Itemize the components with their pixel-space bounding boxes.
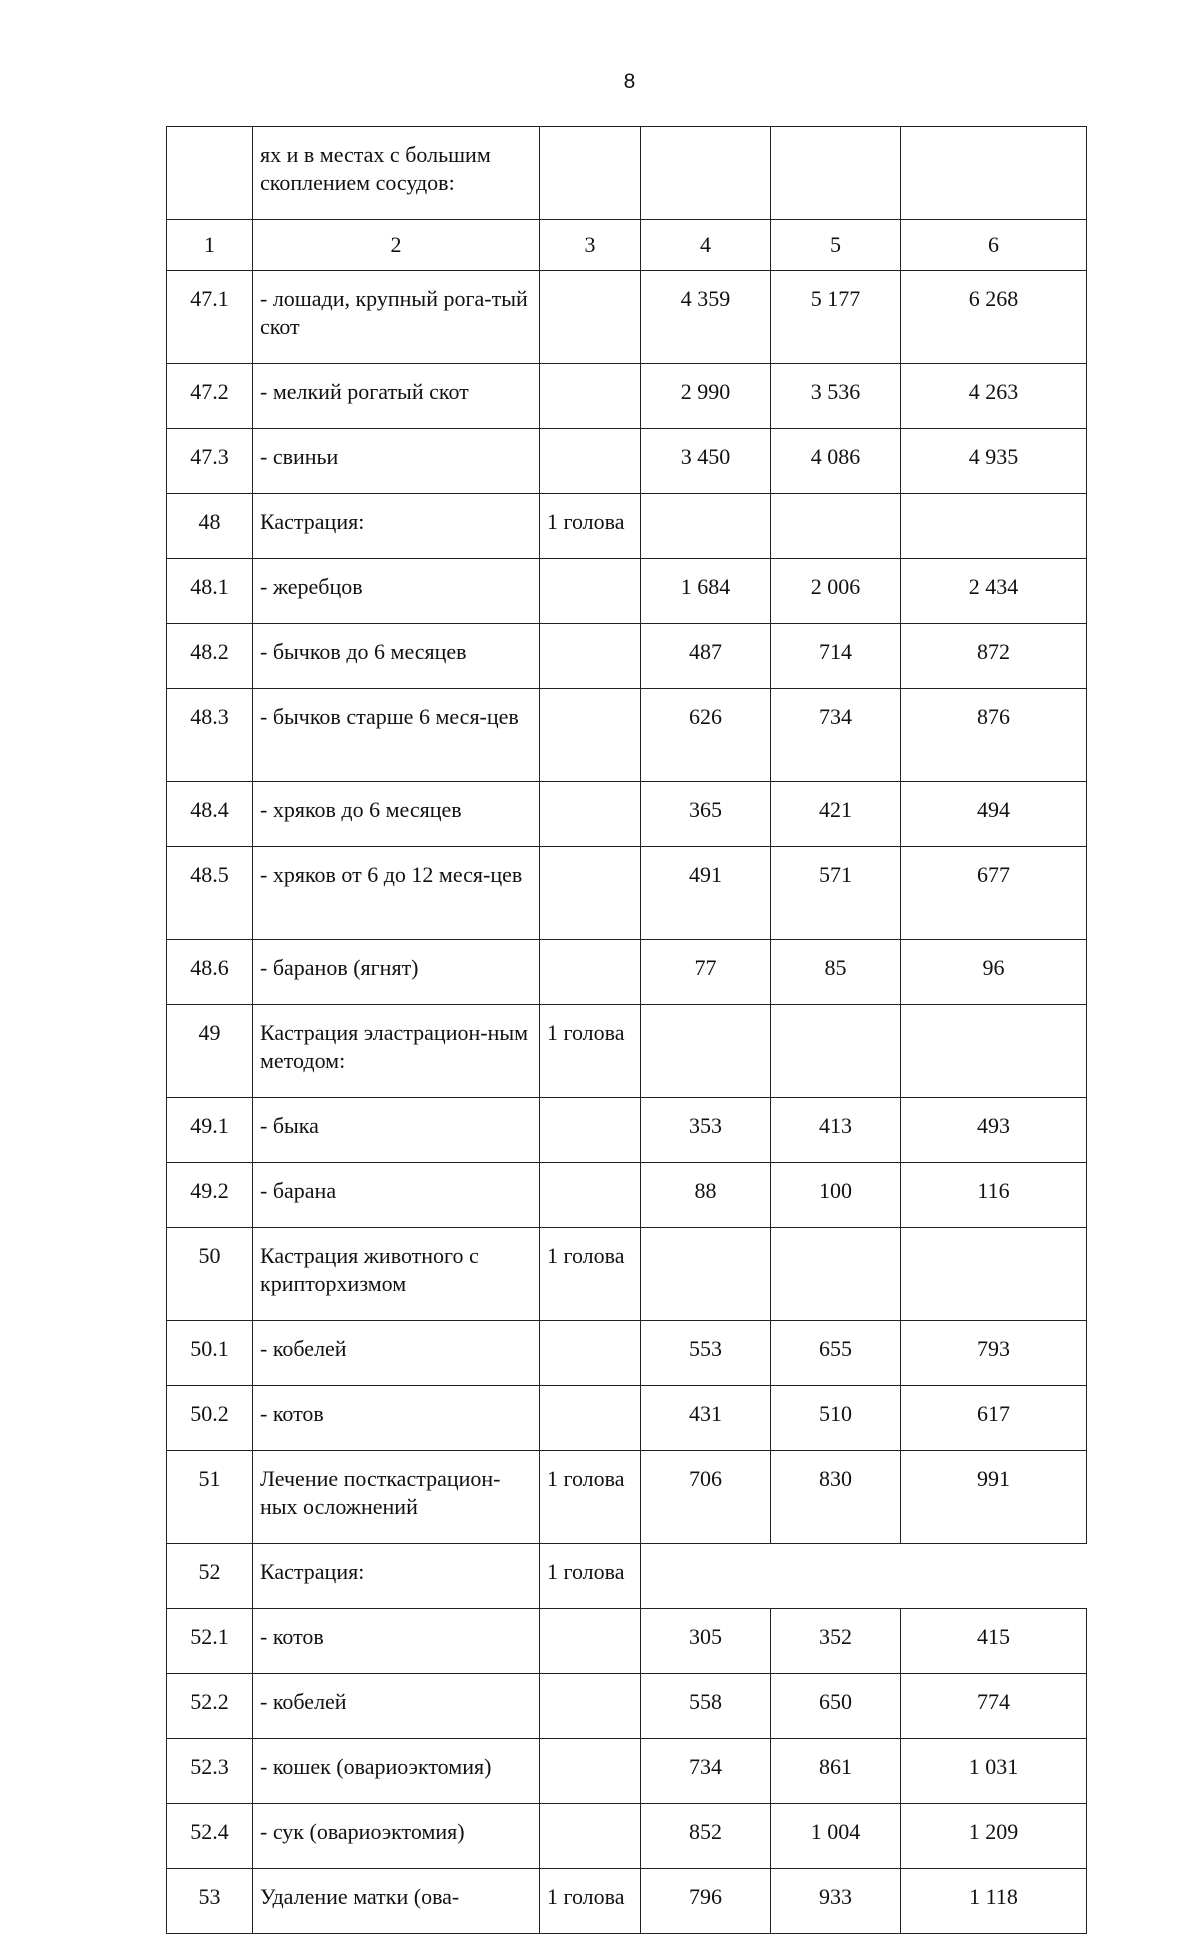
row-number: 48 — [167, 494, 253, 559]
price-col6: 793 — [901, 1321, 1087, 1386]
row-number: 48.6 — [167, 940, 253, 1005]
row-number: 53 — [167, 1869, 253, 1934]
price-col4 — [641, 1005, 771, 1098]
price-col6: 4 935 — [901, 429, 1087, 494]
price-col4: 706 — [641, 1451, 771, 1544]
row-number: 48.5 — [167, 847, 253, 940]
price-col4: 305 — [641, 1609, 771, 1674]
price-col4: 4 359 — [641, 271, 771, 364]
unit — [540, 1321, 641, 1386]
price-col4: 487 — [641, 624, 771, 689]
column-number: 4 — [641, 220, 771, 271]
service-name: Кастрация: — [253, 494, 540, 559]
price-col4: 491 — [641, 847, 771, 940]
table-row — [167, 1386, 1087, 1451]
price-col5: 510 — [771, 1386, 901, 1451]
price-col6: 991 — [901, 1451, 1087, 1544]
price-col5 — [771, 1228, 901, 1321]
price-col4: 1 684 — [641, 559, 771, 624]
service-name: - котов — [253, 1609, 540, 1674]
price-col6: 774 — [901, 1674, 1087, 1739]
row-number: 50 — [167, 1228, 253, 1321]
column-number: 5 — [771, 220, 901, 271]
service-name: - жеребцов — [253, 559, 540, 624]
price-col5: 413 — [771, 1098, 901, 1163]
price-col4: 77 — [641, 940, 771, 1005]
price-col4 — [641, 494, 771, 559]
table-row — [167, 1674, 1087, 1739]
service-name: - бычков старше 6 меся-цев — [253, 689, 540, 782]
row-number: 48.1 — [167, 559, 253, 624]
price-col6: 6 268 — [901, 271, 1087, 364]
unit — [540, 1609, 641, 1674]
service-name: Кастрация эластрацион-ным методом: — [253, 1005, 540, 1098]
price-col5: 5 177 — [771, 271, 901, 364]
table-row — [167, 847, 1087, 940]
row-number: 51 — [167, 1451, 253, 1544]
table-row — [167, 1869, 1087, 1934]
price-col4 — [641, 1228, 771, 1321]
price-col5 — [771, 494, 901, 559]
row-number: 52.4 — [167, 1804, 253, 1869]
column-number: 3 — [540, 220, 641, 271]
column-number-row — [167, 220, 1087, 271]
price-col5: 830 — [771, 1451, 901, 1544]
table-row — [167, 782, 1087, 847]
price-col6: 1 031 — [901, 1739, 1087, 1804]
price-col4: 796 — [641, 1869, 771, 1934]
price-col6: 116 — [901, 1163, 1087, 1228]
unit — [540, 624, 641, 689]
price-col4: 852 — [641, 1804, 771, 1869]
service-name: - быка — [253, 1098, 540, 1163]
row-number: 49.1 — [167, 1098, 253, 1163]
unit: 1 голова — [540, 1228, 641, 1321]
price-col4: 3 450 — [641, 429, 771, 494]
price-col5 — [771, 127, 901, 220]
unit — [540, 127, 641, 220]
price-col5: 3 536 — [771, 364, 901, 429]
unit — [540, 364, 641, 429]
table-row — [167, 1321, 1087, 1386]
unit: 1 голова — [540, 1869, 641, 1934]
price-col5: 2 006 — [771, 559, 901, 624]
service-name: - кобелей — [253, 1321, 540, 1386]
service-name: - кобелей — [253, 1674, 540, 1739]
row-number: 50.1 — [167, 1321, 253, 1386]
price-col4: 353 — [641, 1098, 771, 1163]
unit: 1 голова — [540, 494, 641, 559]
price-col6: 872 — [901, 624, 1087, 689]
table-row — [167, 940, 1087, 1005]
price-col6 — [901, 1005, 1087, 1098]
unit — [540, 847, 641, 940]
price-col5: 4 086 — [771, 429, 901, 494]
price-col4: 88 — [641, 1163, 771, 1228]
column-number: 1 — [167, 220, 253, 271]
table-row — [167, 1609, 1087, 1674]
price-col5: 861 — [771, 1739, 901, 1804]
table-row — [167, 1804, 1087, 1869]
service-name: - баранов (ягнят) — [253, 940, 540, 1005]
price-col6 — [901, 1228, 1087, 1321]
price-col6: 677 — [901, 847, 1087, 940]
unit — [540, 1739, 641, 1804]
service-name: Удаление матки (ова- — [253, 1869, 540, 1934]
service-name: Кастрация животного с крипторхизмом — [253, 1228, 540, 1321]
price-col5: 650 — [771, 1674, 901, 1739]
price-col5: 734 — [771, 689, 901, 782]
row-number: 47.1 — [167, 271, 253, 364]
table-row — [167, 1739, 1087, 1804]
unit — [540, 1386, 641, 1451]
service-name: - мелкий рогатый скот — [253, 364, 540, 429]
table-row — [167, 1005, 1087, 1098]
price-col4: 558 — [641, 1674, 771, 1739]
service-name: - бычков до 6 месяцев — [253, 624, 540, 689]
row-number: 52.3 — [167, 1739, 253, 1804]
row-number: 48.4 — [167, 782, 253, 847]
price-col6: 1 118 — [901, 1869, 1087, 1934]
row-number: 47.3 — [167, 429, 253, 494]
price-col6: 494 — [901, 782, 1087, 847]
table-row — [167, 1451, 1087, 1544]
price-col5: 933 — [771, 1869, 901, 1934]
table-row — [167, 127, 1087, 220]
price-col6: 876 — [901, 689, 1087, 782]
price-col6: 96 — [901, 940, 1087, 1005]
price-col4: 553 — [641, 1321, 771, 1386]
unit — [540, 689, 641, 782]
table-row — [167, 689, 1087, 782]
table-row — [167, 494, 1087, 559]
service-name: - кошек (овариоэктомия) — [253, 1739, 540, 1804]
price-col5: 352 — [771, 1609, 901, 1674]
price-col6: 2 434 — [901, 559, 1087, 624]
price-col4: 734 — [641, 1739, 771, 1804]
price-col4 — [641, 127, 771, 220]
unit — [540, 1163, 641, 1228]
price-col6 — [901, 127, 1087, 220]
row-number: 48.2 — [167, 624, 253, 689]
unit — [540, 559, 641, 624]
column-number: 6 — [901, 220, 1087, 271]
unit — [540, 1674, 641, 1739]
price-col6: 1 209 — [901, 1804, 1087, 1869]
row-number: 49.2 — [167, 1163, 253, 1228]
price-col5 — [771, 1005, 901, 1098]
table-row — [167, 1163, 1087, 1228]
price-col4: 365 — [641, 782, 771, 847]
unit: 1 голова — [540, 1544, 641, 1609]
unit — [540, 1804, 641, 1869]
price-col5: 655 — [771, 1321, 901, 1386]
service-name: - хряков до 6 месяцев — [253, 782, 540, 847]
service-name: - лошади, крупный рога-тый скот — [253, 271, 540, 364]
service-name: - сук (овариоэктомия) — [253, 1804, 540, 1869]
table-row — [167, 559, 1087, 624]
unit: 1 голова — [540, 1005, 641, 1098]
price-col4: 626 — [641, 689, 771, 782]
table-row — [167, 624, 1087, 689]
column-number: 2 — [253, 220, 540, 271]
price-col4: 2 990 — [641, 364, 771, 429]
price-col6: 617 — [901, 1386, 1087, 1451]
row-number: 48.3 — [167, 689, 253, 782]
price-col6 — [901, 494, 1087, 559]
price-col5: 85 — [771, 940, 901, 1005]
table-row — [167, 271, 1087, 364]
price-col5 — [771, 1544, 901, 1609]
price-col5: 100 — [771, 1163, 901, 1228]
price-col5: 1 004 — [771, 1804, 901, 1869]
price-col5: 714 — [771, 624, 901, 689]
row-number: 50.2 — [167, 1386, 253, 1451]
unit — [540, 429, 641, 494]
service-name: - свиньи — [253, 429, 540, 494]
service-name: - барана — [253, 1163, 540, 1228]
row-number: 52.1 — [167, 1609, 253, 1674]
unit — [540, 1098, 641, 1163]
price-table — [166, 126, 1087, 1934]
row-number: 52.2 — [167, 1674, 253, 1739]
table-row — [167, 429, 1087, 494]
unit — [540, 940, 641, 1005]
row-number — [167, 127, 253, 220]
price-col6: 415 — [901, 1609, 1087, 1674]
unit — [540, 271, 641, 364]
table-row — [167, 1544, 1087, 1609]
service-name: ях и в местах с большим скоплением сосудов: — [253, 127, 540, 220]
price-col4 — [641, 1544, 771, 1609]
row-number: 47.2 — [167, 364, 253, 429]
price-col5: 571 — [771, 847, 901, 940]
row-number: 52 — [167, 1544, 253, 1609]
price-col6 — [901, 1544, 1087, 1609]
price-col5: 421 — [771, 782, 901, 847]
price-col6: 4 263 — [901, 364, 1087, 429]
service-name: Кастрация: — [253, 1544, 540, 1609]
table-row — [167, 1098, 1087, 1163]
table-row — [167, 1228, 1087, 1321]
price-col6: 493 — [901, 1098, 1087, 1163]
page-number: 8 — [623, 70, 636, 93]
price-col4: 431 — [641, 1386, 771, 1451]
service-name: - хряков от 6 до 12 меся-цев — [253, 847, 540, 940]
row-number: 49 — [167, 1005, 253, 1098]
unit: 1 голова — [540, 1451, 641, 1544]
service-name: Лечение посткастрацион-ных осложнений — [253, 1451, 540, 1544]
unit — [540, 782, 641, 847]
service-name: - котов — [253, 1386, 540, 1451]
table-row — [167, 364, 1087, 429]
